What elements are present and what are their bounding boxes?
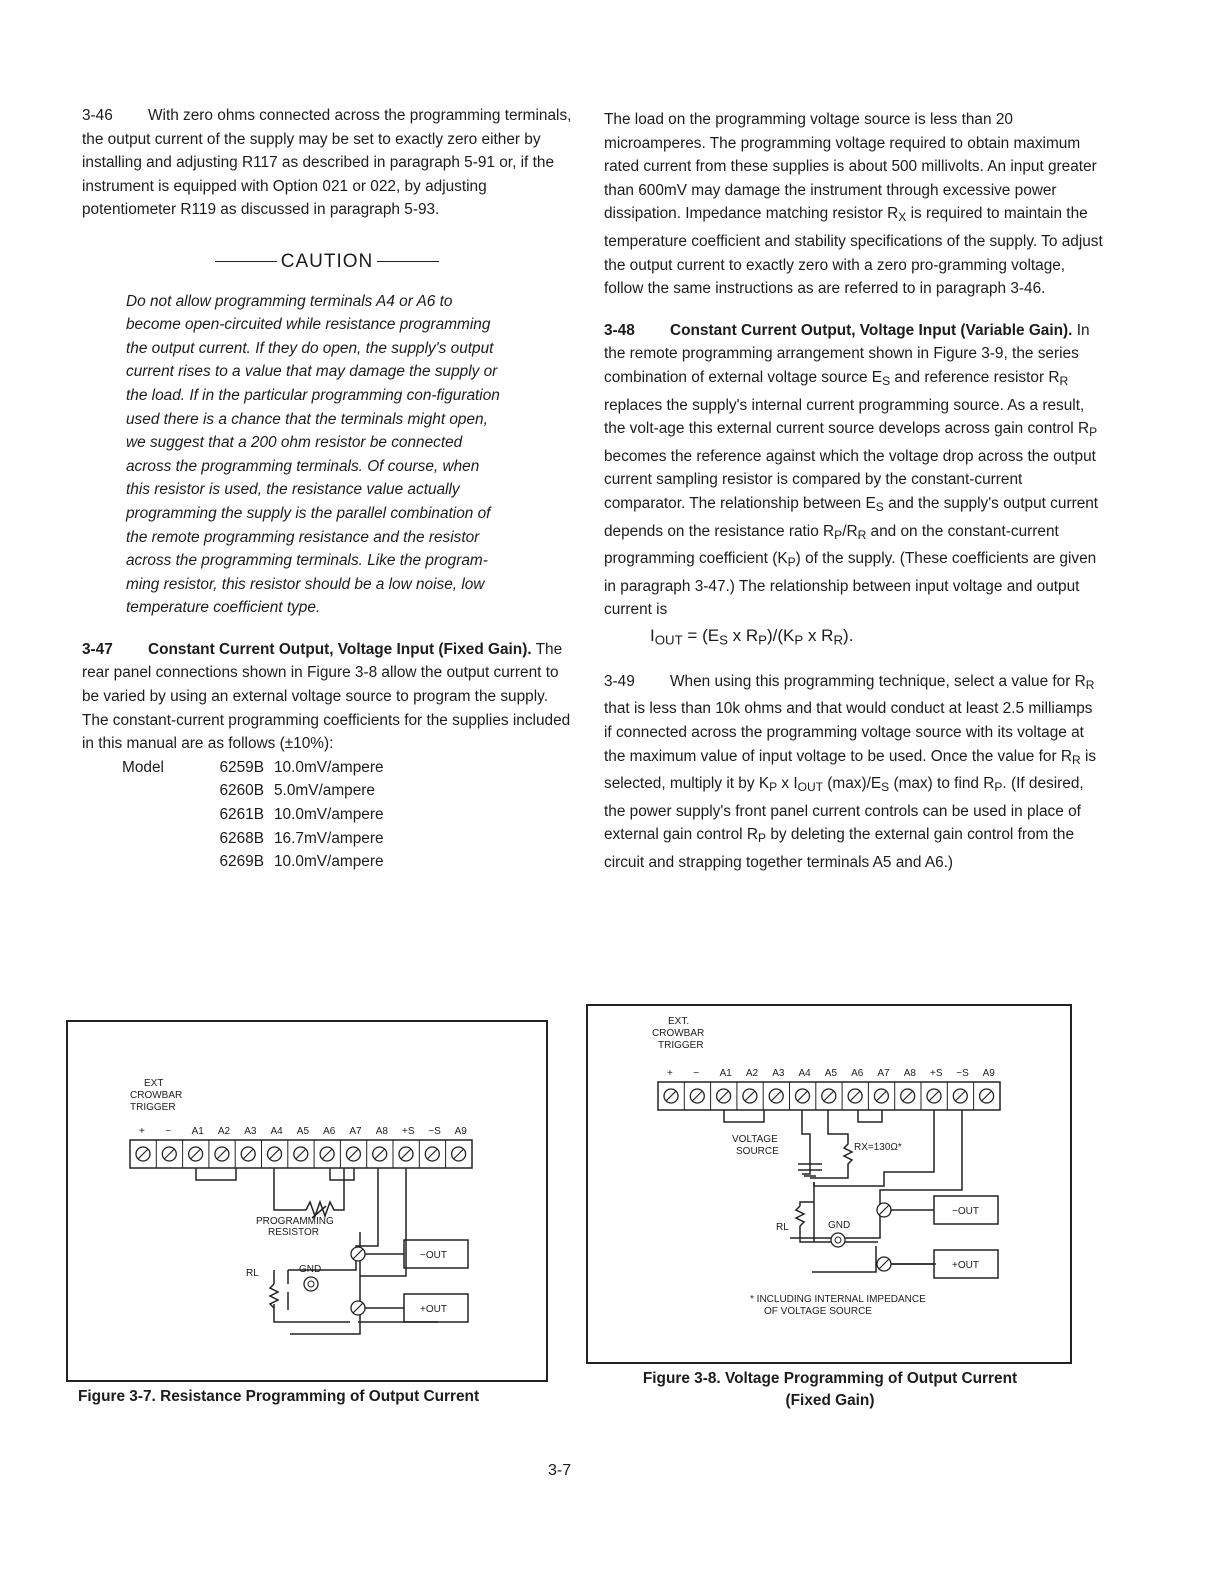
model-name: 6261B xyxy=(219,806,264,824)
figure-3-8-diagram xyxy=(588,1006,1070,1362)
model-name: 6269B xyxy=(219,853,264,871)
terminal-label: A7 xyxy=(349,1126,362,1137)
terminal-label: A2 xyxy=(745,1068,759,1079)
caution-rule-left xyxy=(215,261,277,262)
terminal-label: A4 xyxy=(798,1068,811,1079)
plus-out-label: +OUT xyxy=(952,1260,979,1271)
left-column xyxy=(82,104,572,874)
model-coefficient: 10.0mV/ampere xyxy=(274,806,384,824)
crowbar-label: CROWBAR xyxy=(652,1028,705,1039)
terminal-screws xyxy=(664,1082,994,1110)
caution-title: CAUTION xyxy=(280,250,374,272)
model-label: Model xyxy=(122,758,164,776)
terminal-label: A9 xyxy=(982,1068,995,1079)
gnd-terminal xyxy=(304,1277,318,1291)
caution-text: Do not allow programming terminals A4 or A6 to become open-circuited while resistance programming the output current. If they do open, the supply's output current rises to a value that may damage the supply or the load. If in the particular programming con-figuration used there is a chance that the terminals might open, we suggest that a 200 ohm resistor be connected across the programming terminals. Of course, when this resistor is used, the resistance value actually programming the supply is the parallel combination of the remote programming resistance and the resistor across the programming terminals. Like the program-ming resistor, this resistor should be a low noise, low temperature coefficient type. xyxy=(126,292,500,617)
model-name: 6268B xyxy=(219,829,264,847)
paragraph-text: With zero ohms connected across the programming terminals, the output current of the supply may be set to exactly zero either by installing and adjusting R117 as described in paragraph 5-91 or, if the instrument is equipped with Option 021 or 022, by adjusting potentiometer R119 as discussed in paragraph 5-93. xyxy=(82,107,572,219)
terminal-label: + xyxy=(667,1068,673,1079)
voltage-source-label-2: SOURCE xyxy=(736,1146,779,1157)
terminal-label: A8 xyxy=(375,1126,388,1137)
terminal-labels xyxy=(139,1126,467,1137)
caption-line-2: (Fixed Gain) xyxy=(785,1392,875,1409)
terminal-label: A2 xyxy=(217,1126,231,1137)
terminal-label: A1 xyxy=(191,1126,204,1137)
rl-label: RL xyxy=(776,1222,789,1233)
table-row xyxy=(122,827,384,851)
terminal-labels xyxy=(667,1068,995,1079)
terminal-label: + xyxy=(139,1126,145,1137)
terminal-label: +S xyxy=(930,1068,943,1079)
paragraph-heading: Constant Current Output, Voltage Input (Fixed Gain). xyxy=(148,640,532,658)
paragraph-number: 3-47 xyxy=(82,640,113,658)
paragraph-number: 3-48 xyxy=(604,321,635,339)
programming-resistor-label-1: PROGRAMMING xyxy=(256,1216,334,1227)
model-name: 6259B xyxy=(219,758,264,776)
paragraph-3-49: 3-49 When using this programming technique, select a value for $R_R$ that is less than 10k ohms and that would conduct at least 2.5 milliamps if connected across the programming voltage source with its voltage at the maximum value of input voltage to be used. Once the value for $R_R$ is selected, multiply it by $K_P$ x $I_{OUT}$ $(\max)/E_S$ (max) to find $R_P$. (If desired, the power supply's front panel current controls can be used in place of external gain control $R_P$ by deleting the external gain control from the circuit and strapping together terminals A5 and A6.) xyxy=(604,670,1104,875)
figure-3-7-caption: Figure 3-7. Resistance Programming of Output Current xyxy=(78,1388,480,1405)
rl-label: RL xyxy=(246,1268,259,1279)
caution-heading xyxy=(82,250,572,274)
table-row xyxy=(122,779,384,803)
plus-out-label: +OUT xyxy=(420,1304,447,1315)
terminal-label: A5 xyxy=(824,1068,838,1079)
model-coefficient: 10.0mV/ampere xyxy=(274,853,384,871)
figure-3-7 xyxy=(66,1020,548,1382)
model-name: 6260B xyxy=(219,782,264,800)
ext-label: EXT. xyxy=(668,1016,690,1027)
model-coefficient: 16.7mV/ampere xyxy=(274,829,384,847)
figure-3-8-caption xyxy=(600,1368,1060,1412)
model-coefficient: 5.0mV/ampere xyxy=(274,782,375,800)
terminal-label: − xyxy=(693,1068,700,1079)
terminal-label: A1 xyxy=(719,1068,732,1079)
gnd-label: GND xyxy=(828,1220,851,1231)
paragraph-heading: Constant Current Output, Voltage Input (Variable Gain). xyxy=(670,321,1073,339)
terminal-label: A6 xyxy=(851,1068,864,1079)
terminal-label: A3 xyxy=(772,1068,785,1079)
page-number: 3-7 xyxy=(548,1462,572,1479)
model-coefficient-table xyxy=(122,756,384,874)
paragraph-3-47 xyxy=(82,638,572,756)
terminal-label: +S xyxy=(402,1126,415,1137)
terminal-label: A8 xyxy=(903,1068,916,1079)
minus-out-label: −OUT xyxy=(420,1250,447,1261)
voltage-source-label-1: VOLTAGE xyxy=(732,1134,778,1145)
trigger-label: TRIGGER xyxy=(130,1102,176,1113)
terminal-label: A9 xyxy=(454,1126,467,1137)
ext-label: EXT xyxy=(144,1078,164,1089)
terminal-label: A5 xyxy=(296,1126,310,1137)
terminal-label: A6 xyxy=(323,1126,336,1137)
figure-3-8 xyxy=(586,1004,1072,1364)
terminal-label: A7 xyxy=(877,1068,890,1079)
terminal-label: A4 xyxy=(270,1126,283,1137)
paragraph-number: 3-49 xyxy=(604,672,635,690)
right-column xyxy=(604,108,1104,875)
terminal-label: −S xyxy=(428,1126,441,1137)
formula: $I_{OUT} = (E_S$ x $R_P)/(K_P$ x $R_R$). xyxy=(650,625,854,648)
figure-3-7-diagram xyxy=(68,1022,546,1380)
terminal-label: −S xyxy=(956,1068,969,1079)
paragraph-continued: The load on the programming voltage source is less than 20 microamperes. The programming voltage required to obtain maximum rated current from these supplies is about 500 millivolts. An input greater than 600mV may damage the instrument through excessive power dissipation. Impedance matching resistor $R_X$ is required to maintain the temperature coefficient and stability specifications of the supply. To adjust the output current to exactly zero with a zero pro-gramming voltage, follow the same instructions as are referred to in paragraph 3-46. xyxy=(604,111,1103,298)
table-row xyxy=(122,850,384,874)
paragraph-number: 3-46 xyxy=(82,107,113,124)
trigger-label: TRIGGER xyxy=(658,1040,704,1051)
caption-line-1: Figure 3-8. Voltage Programming of Output Current xyxy=(642,1370,1018,1387)
terminal-label: A3 xyxy=(244,1126,257,1137)
paragraph-3-46 xyxy=(82,104,572,222)
paragraph-3-48: 3-48 Constant Current Output, Voltage Input (Variable Gain). In the remote programming arrangement shown in Figure 3-9, the series combination of external voltage source $E_S$ and reference resistor $R_R$ replaces the supply's internal current programming source. As a result, the volt-age this external current source develops across gain control $R_P$ becomes the reference against which the voltage drop across the output current sampling resistor is compared by the constant-current comparator. The relationship between $E_S$ and the supply's output current depends on the resistance ratio $R_P/R_R$ and on the constant-current programming coefficient $(K_P)$ of the supply. (These coefficients are given in paragraph 3-47.) The relationship between input voltage and output current is xyxy=(604,319,1104,622)
gnd-label: GND xyxy=(299,1264,322,1275)
programming-resistor-label-2: RESISTOR xyxy=(268,1227,319,1238)
rx-label: RX=130Ω* xyxy=(854,1142,902,1153)
crowbar-label: CROWBAR xyxy=(130,1090,183,1101)
paragraph-text: The rear panel connections shown in Figure 3-8 allow the output current to be varied by using an external voltage source to program the supply. The constant-current programming coefficients for the supplies included in this manual are as follows (±10%): xyxy=(82,640,571,753)
gnd-terminal xyxy=(831,1233,845,1247)
note-line-2: OF VOLTAGE SOURCE xyxy=(764,1306,872,1317)
terminal-label: − xyxy=(165,1126,172,1137)
table-row xyxy=(122,756,384,780)
minus-out-label: −OUT xyxy=(952,1206,979,1217)
note-line-1: * INCLUDING INTERNAL IMPEDANCE xyxy=(750,1294,926,1305)
terminal-screws xyxy=(136,1140,466,1168)
table-row xyxy=(122,803,384,827)
model-coefficient: 10.0mV/ampere xyxy=(274,758,384,776)
caution-rule-right xyxy=(377,261,439,262)
